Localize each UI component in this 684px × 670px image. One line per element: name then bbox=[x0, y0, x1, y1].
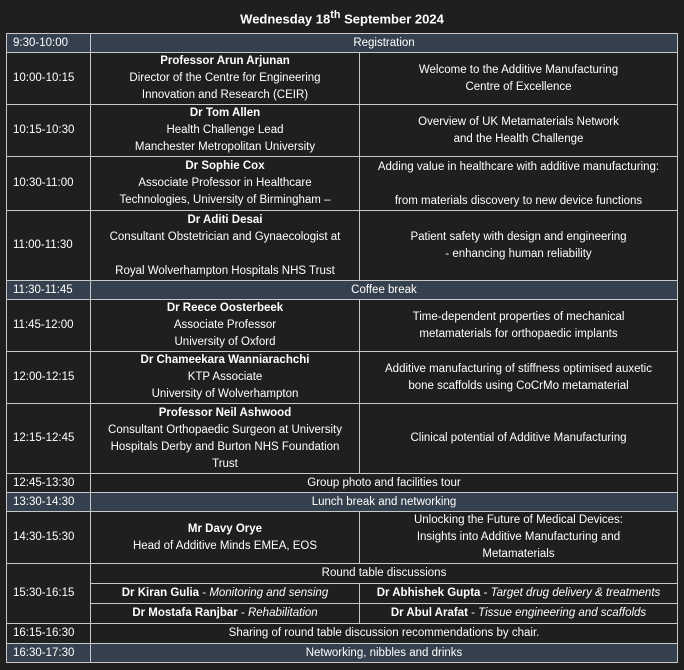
schedule-table bbox=[6, 33, 678, 663]
schedule-row-roundtable bbox=[7, 564, 678, 584]
speaker-name: Dr Aditi Desai bbox=[187, 213, 263, 226]
talk-title: Centre of Excellence bbox=[465, 80, 572, 93]
talk-title: Metamaterials bbox=[482, 548, 555, 560]
schedule-row-talk bbox=[7, 211, 678, 281]
roundtable-cell bbox=[360, 604, 678, 624]
roundtable-cell bbox=[360, 584, 678, 604]
talk-title: Unlocking the Future of Medical Devices: bbox=[413, 514, 623, 526]
time-cell: 10:00-10:15 bbox=[7, 53, 91, 105]
roundtable-topic: Target drug delivery & treatments bbox=[490, 587, 661, 599]
talk-title: metamaterials for orthopaedic implants bbox=[419, 327, 618, 340]
schedule-row-networking bbox=[7, 644, 678, 663]
speaker-role: KTP Associate bbox=[187, 371, 263, 383]
page-title bbox=[0, 0, 684, 32]
talk-title: Overview of UK Metamaterials Network bbox=[418, 115, 619, 128]
title-date: Wednesday 18 bbox=[240, 11, 331, 27]
speaker-name: Mr Davy Orye bbox=[187, 522, 263, 535]
talk-cell bbox=[360, 211, 678, 281]
schedule-row-talk bbox=[7, 512, 678, 564]
time-cell: 12:15-12:45 bbox=[7, 404, 91, 474]
time-cell: 11:30-11:45 bbox=[7, 281, 91, 300]
session-label: Coffee break bbox=[91, 281, 678, 300]
talk-title: Additive manufacturing of stiffness optimised auxetic bbox=[385, 362, 652, 375]
session-label: Registration bbox=[91, 34, 678, 53]
speaker-name: Dr Chameekara Wanniarachchi bbox=[140, 354, 310, 366]
speaker-role: Associate Professor bbox=[173, 319, 277, 331]
time-cell: 9:30-10:00 bbox=[7, 34, 91, 53]
session-label: Lunch break and networking bbox=[91, 493, 678, 512]
session-label: Sharing of round table discussion recommendations by chair. bbox=[91, 624, 678, 644]
talk-cell bbox=[360, 53, 678, 105]
speaker-role: Associate Professor in Healthcare bbox=[138, 177, 312, 189]
time-cell: 10:30-11:00 bbox=[7, 157, 91, 211]
roundtable-lead: Dr Abul Arafat bbox=[390, 607, 468, 619]
speaker-role: Trust bbox=[212, 457, 238, 470]
talk-title: from materials discovery to new device functions bbox=[394, 195, 643, 207]
talk-cell bbox=[360, 404, 678, 474]
roundtable-lead: Dr Abhishek Gupta bbox=[376, 587, 481, 599]
time-cell: 14:30-15:30 bbox=[7, 512, 91, 564]
talk-title: Patient safety with design and engineering bbox=[410, 230, 627, 243]
talk-cell bbox=[360, 105, 678, 157]
time-cell: 16:30-17:30 bbox=[7, 644, 91, 663]
roundtable-topic: Tissue engineering and scaffolds bbox=[478, 607, 647, 619]
time-cell: 10:15-10:30 bbox=[7, 105, 91, 157]
talk-title: Clinical potential of Additive Manufacturing bbox=[410, 432, 627, 444]
roundtable-topic: Monitoring and sensing bbox=[209, 587, 329, 599]
speaker-cell bbox=[91, 512, 360, 564]
time-cell: 13:30-14:30 bbox=[7, 493, 91, 512]
time-cell: 15:30-16:15 bbox=[7, 564, 91, 624]
talk-cell bbox=[360, 300, 678, 352]
talk-title: Adding value in healthcare with additive manufacturing: bbox=[377, 161, 660, 173]
schedule-row-activity bbox=[7, 474, 678, 493]
speaker-cell bbox=[91, 404, 360, 474]
speaker-cell bbox=[91, 157, 360, 211]
roundtable-lead: Dr Kiran Gulia bbox=[121, 587, 200, 599]
speaker-name: Professor Neil Ashwood bbox=[158, 406, 292, 419]
roundtable-separator: - bbox=[480, 587, 491, 599]
session-label: Group photo and facilities tour bbox=[91, 474, 678, 493]
speaker-role: Director of the Centre for Engineering bbox=[129, 72, 321, 84]
speaker-role: Manchester Metropolitan University bbox=[134, 141, 316, 153]
schedule-row-talk bbox=[7, 352, 678, 404]
speaker-name: Professor Arun Arjunan bbox=[160, 55, 290, 67]
schedule-row-talk bbox=[7, 404, 678, 474]
roundtable-cell bbox=[91, 604, 360, 624]
speaker-role: Royal Wolverhampton Hospitals NHS Trust bbox=[115, 264, 335, 277]
roundtable-row bbox=[7, 584, 678, 604]
roundtable-separator: - bbox=[467, 607, 479, 619]
talk-cell bbox=[360, 352, 678, 404]
schedule-row-lunch bbox=[7, 493, 678, 512]
speaker-role: Head of Additive Minds EMEA, EOS bbox=[132, 539, 318, 552]
schedule-row-talk bbox=[7, 105, 678, 157]
time-cell: 16:15-16:30 bbox=[7, 624, 91, 644]
talk-title: Insights into Additive Manufacturing and bbox=[416, 531, 621, 543]
session-label: Networking, nibbles and drinks bbox=[91, 644, 678, 663]
talk-title: - enhancing human reliability bbox=[445, 247, 592, 260]
speaker-role: Consultant Obstetrician and Gynaecologist at bbox=[109, 230, 341, 243]
speaker-role: Hospitals Derby and Burton NHS Foundation bbox=[110, 440, 340, 453]
roundtable-separator: - bbox=[237, 607, 248, 619]
speaker-role: Technologies, University of Birmingham – bbox=[119, 194, 331, 206]
speaker-name: Dr Sophie Cox bbox=[185, 160, 265, 172]
title-ordinal: th bbox=[330, 9, 341, 21]
speaker-role: Innovation and Research (CEIR) bbox=[141, 89, 309, 101]
schedule-row-sharing bbox=[7, 624, 678, 644]
talk-title: Welcome to the Additive Manufacturing bbox=[418, 63, 619, 76]
speaker-role: Health Challenge Lead bbox=[166, 124, 284, 136]
roundtable-cell bbox=[91, 584, 360, 604]
title-month-year: September 2024 bbox=[340, 11, 444, 27]
speaker-role: Consultant Orthopaedic Surgeon at University bbox=[108, 423, 342, 436]
speaker-name: Dr Reece Oosterbeek bbox=[166, 302, 284, 314]
roundtable-separator: - bbox=[199, 587, 210, 599]
roundtable-topic: Rehabilitation bbox=[247, 607, 318, 619]
schedule-row-break bbox=[7, 281, 678, 300]
schedule-row-registration bbox=[7, 34, 678, 53]
roundtable-row bbox=[7, 604, 678, 624]
time-cell: 12:45-13:30 bbox=[7, 474, 91, 493]
talk-title: bone scaffolds using CoCrMo metamaterial bbox=[408, 379, 629, 392]
talk-cell bbox=[360, 512, 678, 564]
schedule-row-talk bbox=[7, 157, 678, 211]
roundtable-lead: Dr Mostafa Ranjbar bbox=[132, 607, 238, 619]
time-cell: 11:45-12:00 bbox=[7, 300, 91, 352]
speaker-cell bbox=[91, 211, 360, 281]
speaker-cell bbox=[91, 300, 360, 352]
speaker-role: University of Wolverhampton bbox=[151, 388, 299, 400]
speaker-cell bbox=[91, 105, 360, 157]
time-cell: 11:00-11:30 bbox=[7, 211, 91, 281]
time-cell: 12:00-12:15 bbox=[7, 352, 91, 404]
schedule-row-talk bbox=[7, 53, 678, 105]
speaker-name: Dr Tom Allen bbox=[189, 107, 261, 119]
schedule-row-talk bbox=[7, 300, 678, 352]
speaker-cell bbox=[91, 352, 360, 404]
speaker-cell bbox=[91, 53, 360, 105]
talk-title: Time-dependent properties of mechanical bbox=[412, 310, 625, 323]
talk-title: and the Health Challenge bbox=[453, 132, 584, 145]
talk-cell bbox=[360, 157, 678, 211]
speaker-role: University of Oxford bbox=[174, 336, 276, 348]
roundtable-header: Round table discussions bbox=[91, 564, 678, 584]
